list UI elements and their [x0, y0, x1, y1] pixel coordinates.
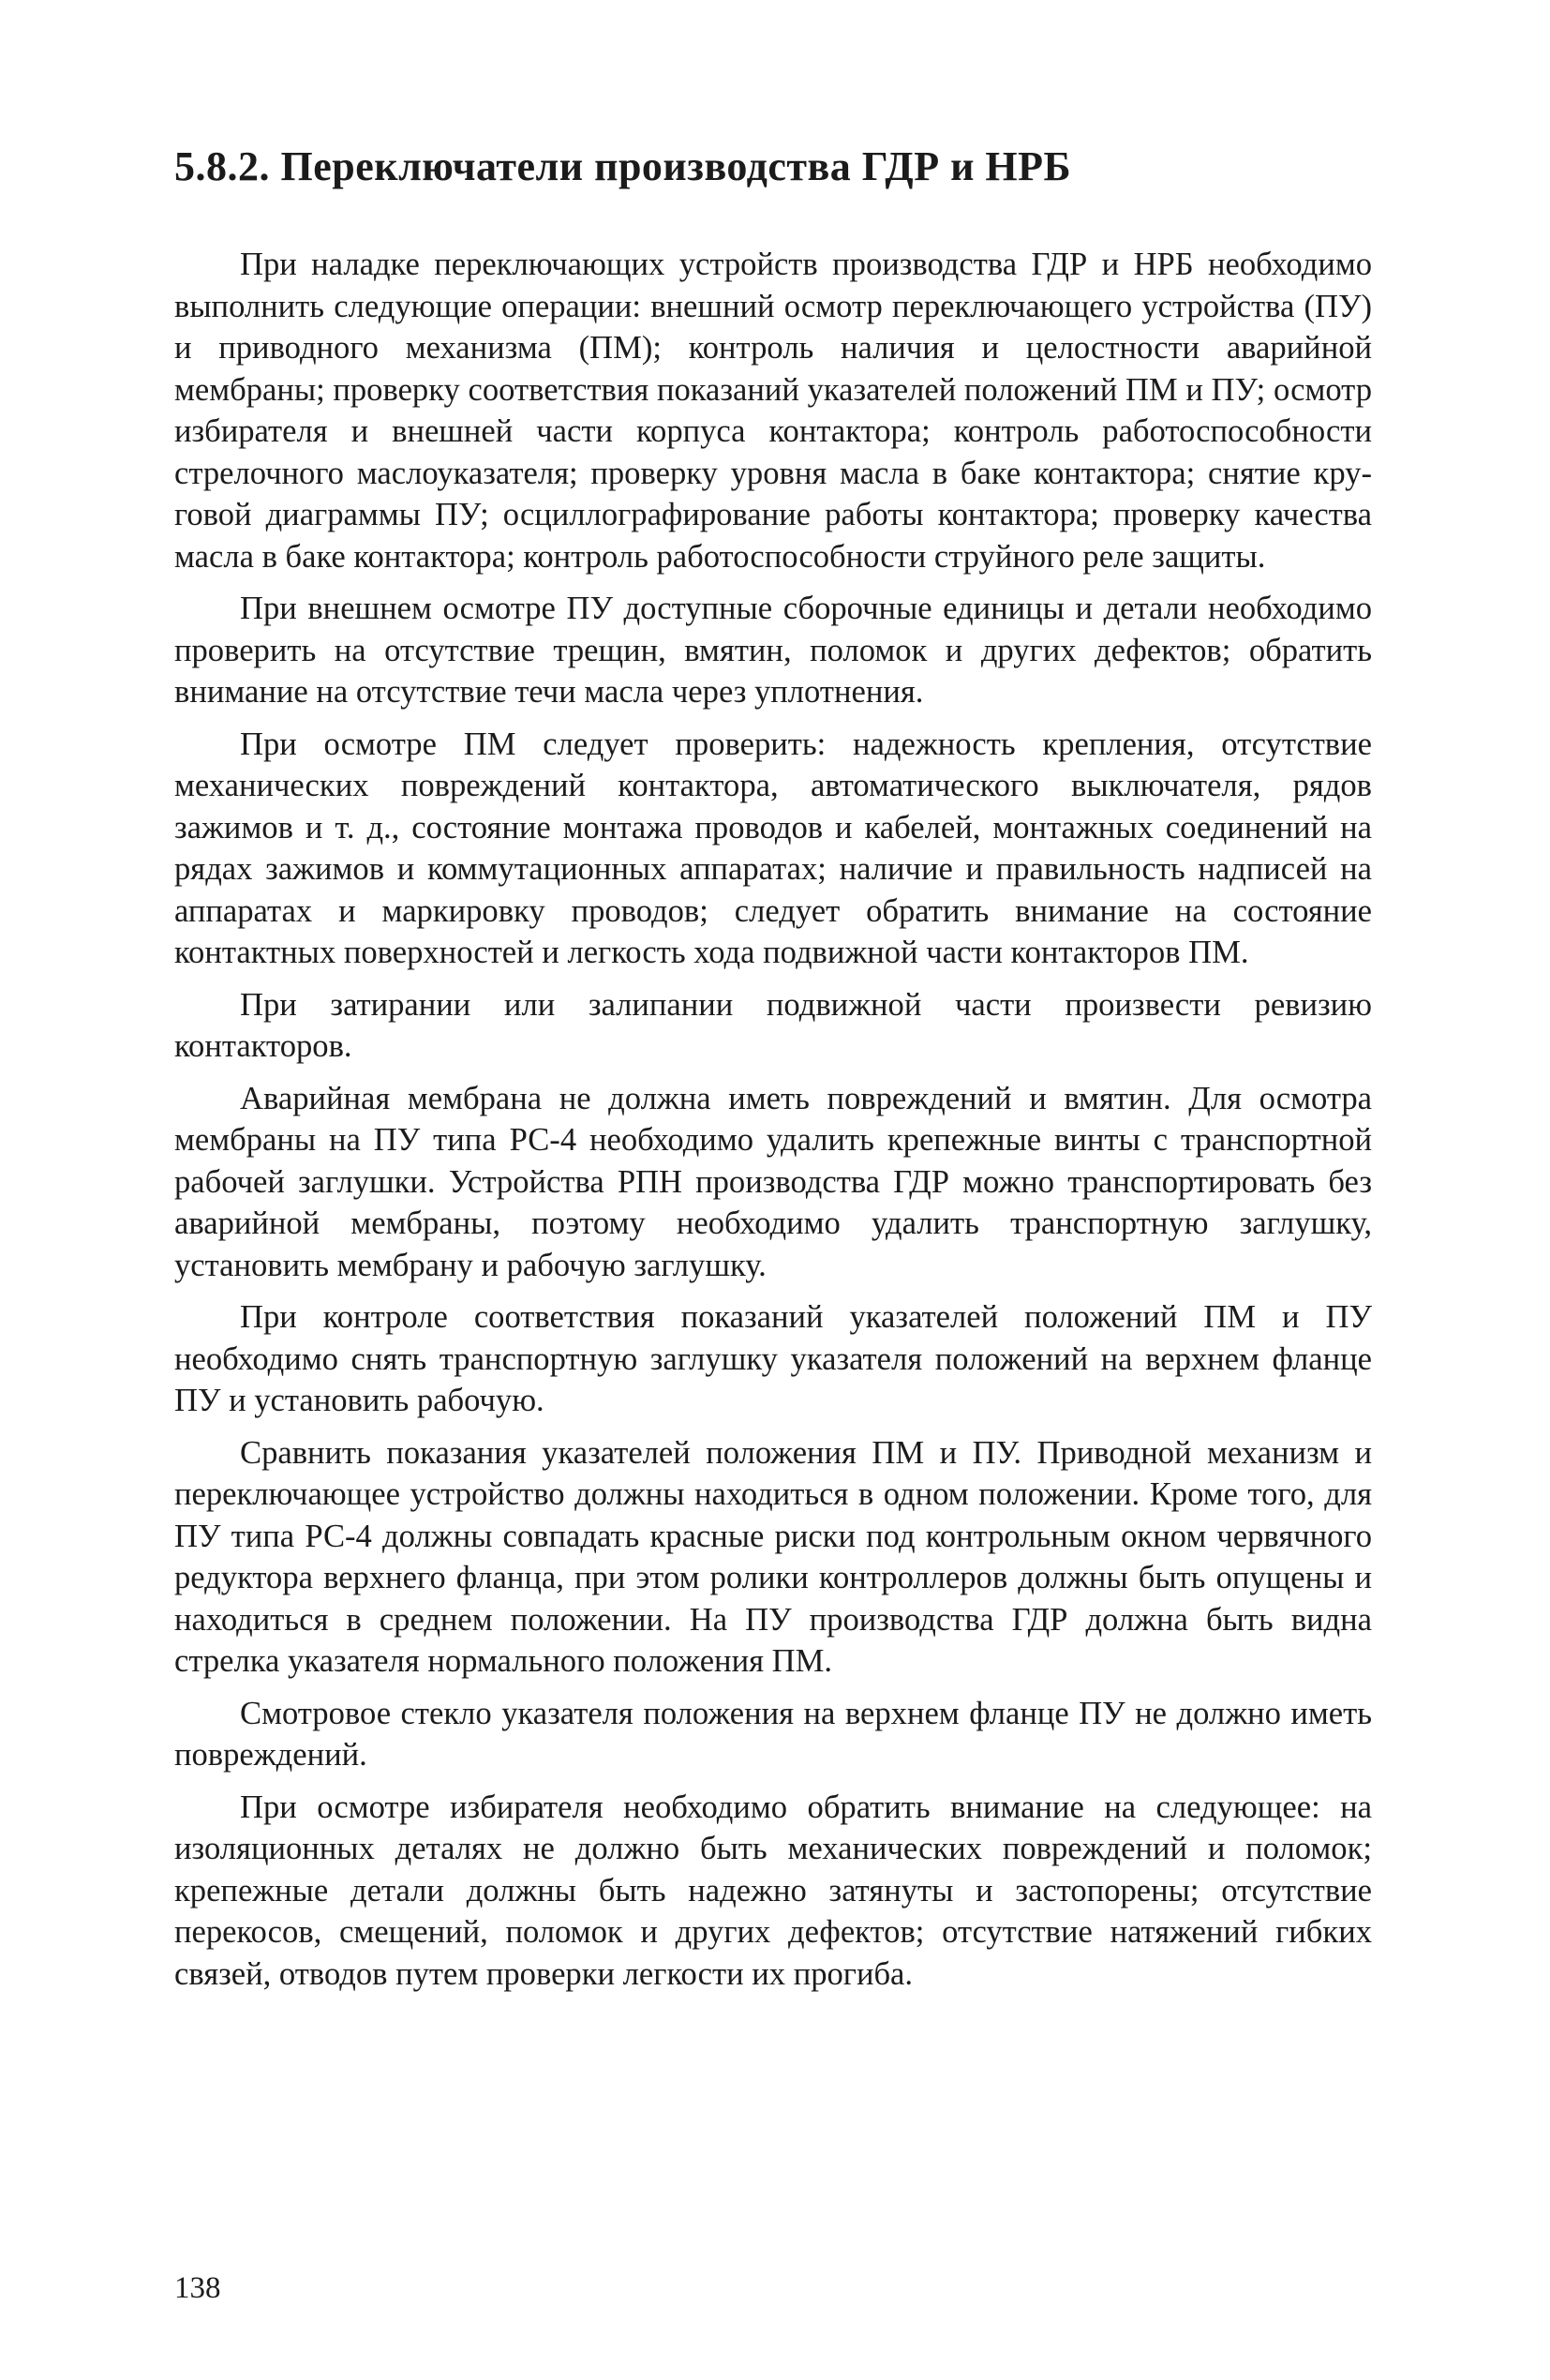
page-number: 138: [174, 2271, 221, 2305]
section-heading: 5.8.2. Переключатели производства ГДР и НРБ: [174, 143, 1072, 189]
paragraph: При наладке переключающих устройств производства ГДР и НРБ необходимо выполнить следующие операции: внешний осмотр переключающего устройства (ПУ) и приводного механизма (ПМ); контроль наличия и целостности аварийной мембраны; проверку соответствия показаний указателей положений ПМ и ПУ; осмотр избирателя и внешней части корпуса контактора; контроль работоспособности стрелочного маслоуказателя; проверку уровня масла в баке контактора; снятие круговой диаграммы ПУ; осциллографирование работы контактора; проверку качества масла в баке контактора; контроль работоспособности струйного реле защиты.: [174, 247, 1372, 575]
paragraph: Смотровое стекло указателя положения на верхнем фланце ПУ не должно иметь повреждений.: [174, 1695, 1372, 1773]
paragraph: Сравнить показания указателей положения ПМ и ПУ. Приводной механизм и переключающее устройство должны находиться в одном положении. Кроме того, для ПУ типа РС-4 должны совпадать красные риски под контрольным окном червячного редуктора верхнего фланца, при этом ролики контроллеров должны быть опущены и находиться в среднем положении. На ПУ производства ГДР должна быть видна стрелка указателя нормального положения ПМ.: [174, 1434, 1372, 1679]
paragraph: Аварийная мембрана не должна иметь повреждений и вмятин. Для осмотра мембраны на ПУ типа РС-4 необходимо удалить крепежные винты с транспортной рабочей заглушки. Устройства РПН производства ГДР можно транспортировать без аварийной мембраны, поэтому необходимо удалить транспортную заглушку, установить мембрану и рабочую заглушку.: [174, 1080, 1372, 1283]
paragraph: При внешнем осмотре ПУ доступные сборочные единицы и детали необходимо проверить на отсутствие трещин, вмятин, поломок и других дефектов; обратить внимание на отсутствие течи масла через уплотнения.: [174, 591, 1372, 710]
page-content: [174, 141, 1372, 2005]
body-text: [174, 244, 1372, 1995]
paragraph: При осмотре ПМ следует проверить: надежность крепления, отсутствие механических повреждений контактора, автоматического выключателя, рядов зажимов и т. д., состояние монтажа проводов и кабелей, монтажных соединений на рядах зажимов и коммутационных аппаратах; наличие и правильность надписей на аппаратах и маркировку проводов; следует обратить внимание на состояние контактных поверхностей и легкость хода подвижной части контакторов ПМ.: [174, 726, 1372, 970]
paragraph: При затирании или залипании подвижной части произвести ревизию контакторов.: [174, 986, 1372, 1064]
paragraph: При осмотре избирателя необходимо обратить внимание на следующее: на изоляционных деталях не должно быть механических повреждений и поломок; крепежные детали должны быть надежно затянуты и застопорены; отсутствие перекосов, смещений, поломок и других дефектов; отсутствие натяжений гибких связей, отводов путем проверки легкости их прогиба.: [174, 1789, 1372, 1992]
paragraph: При контроле соответствия показаний указателей положений ПМ и ПУ необходимо снять транспортную заглушку указателя положений на верхнем фланце ПУ и установить рабочую.: [174, 1299, 1372, 1418]
